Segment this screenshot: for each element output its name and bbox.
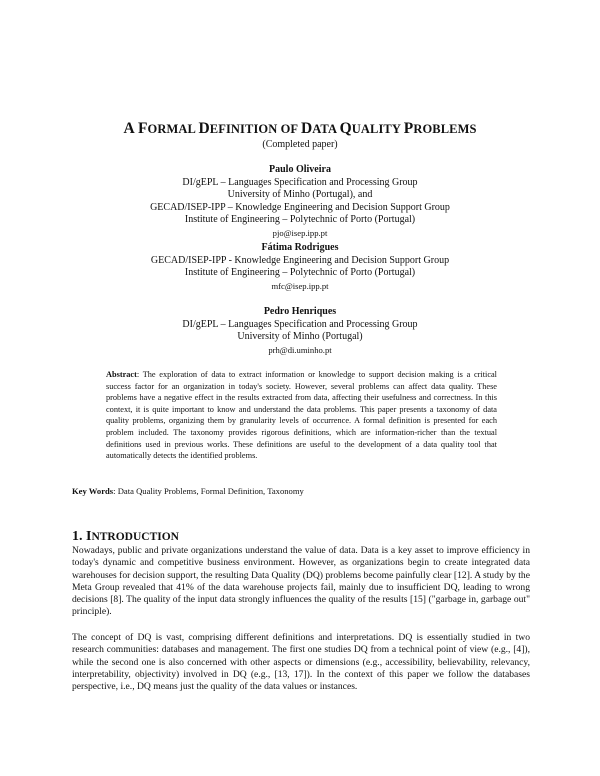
keywords xyxy=(72,486,532,496)
paper-subtitle: (Completed paper) xyxy=(262,139,338,150)
keywords-label: Key Words xyxy=(72,486,114,496)
author-name: Pedro Henriques xyxy=(263,306,337,317)
paper-title xyxy=(0,120,600,138)
abstract xyxy=(106,369,497,462)
affiliation-line: Institute of Engineering – Polytechnic of Porto (Portugal) xyxy=(184,214,416,226)
title-rest: ORMAL xyxy=(147,122,199,136)
affiliation-line: DI/gEPL – Languages Specification and Processing Group xyxy=(182,176,418,188)
section-rest: NTRODUCTION xyxy=(91,531,179,543)
title-initial: D xyxy=(198,120,210,137)
affiliation-line: DI/gEPL – Languages Specification and Processing Group xyxy=(182,318,418,330)
abstract-label: Abstract xyxy=(106,370,137,379)
title-initial: Q xyxy=(339,120,352,137)
section-initial: I xyxy=(86,529,92,544)
title-rest: ROBLEMS xyxy=(413,122,477,136)
affiliation-line: GECAD/ISEP-IPP – Knowledge Engineering and Decision Support Group xyxy=(150,201,450,213)
author-email: prh@di.uminho.pt xyxy=(268,344,332,355)
author-email: pjo@isep.ipp.pt xyxy=(272,227,328,238)
author-name: Paulo Oliveira xyxy=(269,164,331,175)
affiliation-line: GECAD/ISEP-IPP - Knowledge Engineering and Decision Support Group xyxy=(150,254,450,266)
abstract-text: : The exploration of data to extract information or knowledge to support decision making is a critical success factor for an organization in today's society. However, several problems can affect data quality. These problems have a negative effect in the results extracted from data, affecting their usefulness and correctness. In this context, it is quite important to know and understand the data problems. This paper presents a taxonomy of data quality problems, organizing them by granularity levels of occurrence. A formal definition is presented for each problem included. The taxonomy provides rigorous definitions, which are information-richer than the textual definitions used in previous works. These definitions are useful to the development of a data quality tool that automatically detects the identified problems. xyxy=(106,370,497,461)
author-block xyxy=(0,242,600,292)
title-initial: D xyxy=(300,120,313,137)
title-initial: P xyxy=(403,120,414,137)
section-number: 1. xyxy=(72,529,83,544)
section-heading xyxy=(72,529,179,545)
body-paragraph: The concept of DQ is vast, comprising different definitions and interpretations. DQ is essentially studied in two research communities: databases and management. The first one studies DQ from a technical point of view (e.g., [4]), while the second one is also concerned with other aspects or dimensions (e.g., accessibility, believability, relevancy, interpretability, objectivity) involved in DQ (e.g., [13, 17]). In the context of this paper we follow the databases perspective, i.e., DQ means just the quality of the data values or instances. xyxy=(72,632,530,693)
keywords-text: : Data Quality Problems, Formal Definition, Taxonomy xyxy=(113,486,304,496)
author-name: Fátima Rodrigues xyxy=(261,242,339,253)
title-rest: EFINITION OF xyxy=(209,122,301,136)
author-email: mfc@isep.ipp.pt xyxy=(271,280,329,291)
affiliation-line: Institute of Engineering – Polytechnic of Porto (Portugal) xyxy=(184,267,416,279)
affiliation-line: University of Minho (Portugal), and xyxy=(227,189,373,201)
title-rest: ATA xyxy=(312,122,340,136)
title-rest: UALITY xyxy=(351,122,404,136)
author-block xyxy=(0,306,600,356)
author-block xyxy=(0,164,600,240)
title-initial: A xyxy=(123,120,135,137)
affiliation-line: University of Minho (Portugal) xyxy=(237,331,363,343)
body-paragraph: Nowadays, public and private organizations understand the value of data. Data is a key asset to improve efficiency in today's dynamic and competitive business environment. However, as organizations begin to create integrated data warehouses for decision support, the resulting Data Quality (DQ) problems become painfully clear [12]. A study by the Meta Group revealed that 41% of the data warehouse projects fail, mainly due to insufficient DQ, leading to wrong decisions [8]. The quality of the input data strongly influences the quality of the results [15] ("garbage in, garbage out" principle). xyxy=(72,545,530,618)
title-initial: F xyxy=(137,120,148,137)
